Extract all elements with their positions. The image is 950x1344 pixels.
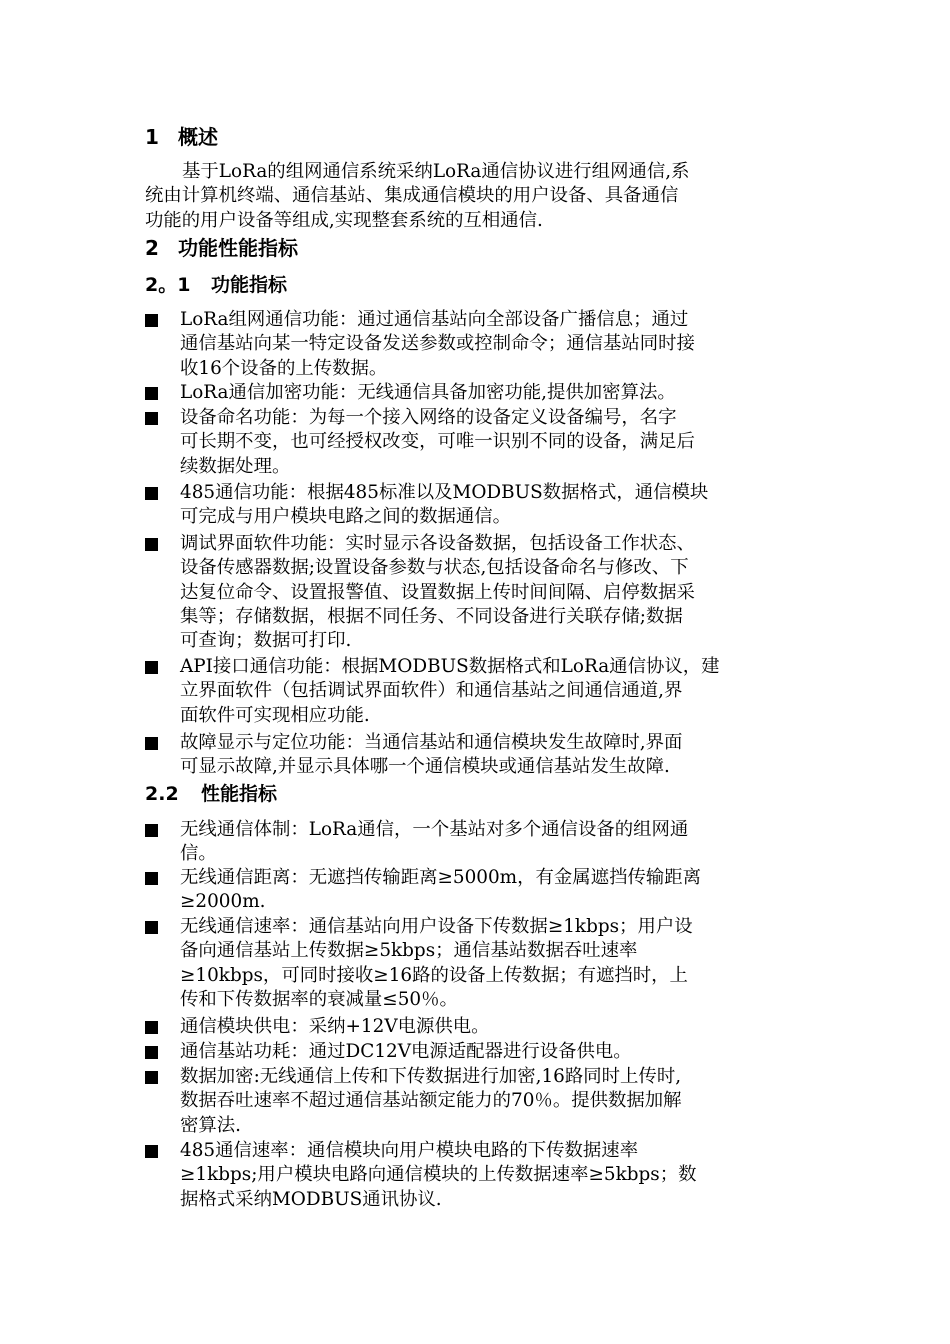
item-line: 续数据处理。 [180, 455, 291, 477]
item-line: 通信基站向某一特定设备发送参数或控制命令；通信基站同时接 [180, 333, 695, 355]
section-2-1-number: 2。1 [145, 274, 191, 296]
section-1-heading [145, 125, 218, 149]
bullet-square-icon [145, 487, 158, 500]
section-1-number: 1 [145, 125, 159, 149]
section-2-1-title: 功能指标 [211, 274, 288, 296]
item-line: 485通信速率：通信模块向用户模块电路的下传数据速率 [180, 1140, 639, 1161]
bullet-square-icon [145, 1021, 158, 1034]
section-2-heading [145, 236, 298, 260]
bullet-square-icon [145, 1145, 158, 1158]
item-line: API接口通信功能：根据MODBUS数据格式和LoRa通信协议，建 [180, 656, 720, 677]
item-line: ≥2000m. [180, 891, 266, 913]
item-line: LoRa组网通信功能：通过通信基站向全部设备广播信息；通过 [180, 309, 689, 330]
bullet-square-icon [145, 314, 158, 327]
item-line: 集等；存储数据，根据不同任务、不同设备进行关联存储;数据 [180, 605, 683, 627]
section-2-2-title: 性能指标 [201, 783, 278, 805]
item-line: 收16个设备的上传数据。 [180, 357, 388, 379]
bullet-square-icon [145, 538, 158, 551]
bullet-square-icon [145, 1046, 158, 1059]
bullet-square-icon [145, 387, 158, 400]
item-line: 无线通信距离：无遮挡传输距离≥5000m，有金属遮挡传输距离 [180, 867, 702, 888]
bullet-square-icon [145, 1071, 158, 1084]
item-line: 达复位命令、设置报警值、设置数据上传时间间隔、启停数据采 [180, 581, 695, 603]
bullet-square-icon [145, 921, 158, 934]
bullet-square-icon [145, 661, 158, 674]
item-line: LoRa通信加密功能：无线通信具备加密功能,提供加密算法。 [180, 382, 676, 403]
item-line: 数据加密:无线通信上传和下传数据进行加密,16路同时上传时, [180, 1066, 682, 1087]
item-line: 设备传感器数据;设置设备参数与状态,包括设备命名与修改、下 [180, 557, 689, 579]
item-line: 传和下传数据率的衰减量≤50％。 [180, 988, 458, 1010]
item-line: 可完成与用户模块电路之间的数据通信。 [180, 506, 512, 528]
item-line: 信。 [180, 843, 217, 865]
item-line: 485通信功能：根据485标准以及MODBUS数据格式，通信模块 [180, 482, 709, 503]
section-2-1-heading [145, 273, 287, 297]
section-2-2-number: 2.2 [145, 783, 179, 805]
bullet-square-icon [145, 824, 158, 837]
item-line: 可显示故障,并显示具体哪一个通信模块或通信基站发生故障. [180, 756, 670, 778]
item-line: 调试界面软件功能：实时显示各设备数据，包括设备工作状态、 [180, 533, 695, 554]
item-line: 面软件可实现相应功能. [180, 704, 370, 726]
item-line: 无线通信体制：LoRa通信，一个基站对多个通信设备的组网通 [180, 819, 689, 840]
paragraph-line: 统由计算机终端、通信基站、集成通信模块的用户设备、具备通信 [145, 185, 679, 207]
item-line: ≥10kbps，可同时接收≥16路的设备上传数据；有遮挡时，上 [180, 964, 688, 986]
item-line: 密算法. [180, 1114, 242, 1136]
item-line: 数据吞吐速率不超过通信基站额定能力的70％。提供数据加解 [180, 1090, 682, 1112]
paragraph-line: 功能的用户设备等组成,实现整套系统的互相通信. [145, 209, 543, 231]
item-line: ≥1kbps;用户模块电路向通信模块的上传数据速率≥5kbps；数 [180, 1164, 697, 1186]
item-line: 通信基站功耗：通过DC12V电源适配器进行设备供电。 [180, 1041, 632, 1062]
item-line: 故障显示与定位功能：当通信基站和通信模块发生故障时,界面 [180, 732, 683, 753]
item-line: 备向通信基站上传数据≥5kbps；通信基站数据吞吐速率 [180, 940, 638, 962]
section-2-number: 2 [145, 236, 159, 260]
section-1-paragraph [145, 160, 805, 233]
bullet-square-icon [145, 737, 158, 750]
item-line: 设备命名功能：为每一个接入网络的设备定义设备编号，名字 [180, 407, 677, 428]
item-line: 可长期不变，也可经授权改变，可唯一识别不同的设备，满足后 [180, 431, 695, 453]
bullet-square-icon [145, 412, 158, 425]
section-2-2-heading [145, 782, 277, 806]
bullet-square-icon [145, 872, 158, 885]
item-line: 无线通信速率：通信基站向用户设备下传数据≥1kbps；用户设 [180, 916, 693, 937]
item-line: 立界面软件（包括调试界面软件）和通信基站之间通信通道,界 [180, 680, 683, 702]
paragraph-line: 基于LoRa的组网通信系统采纳LoRa通信协议进行组网通信,系 [182, 161, 690, 182]
item-line: 据格式采纳MODBUS通讯协议. [180, 1188, 442, 1210]
section-2-title: 功能性能指标 [178, 236, 298, 260]
item-line: 通信模块供电：采纳+12V电源供电。 [180, 1016, 490, 1037]
item-line: 可查询；数据可打印. [180, 630, 352, 652]
section-1-title: 概述 [178, 125, 218, 149]
